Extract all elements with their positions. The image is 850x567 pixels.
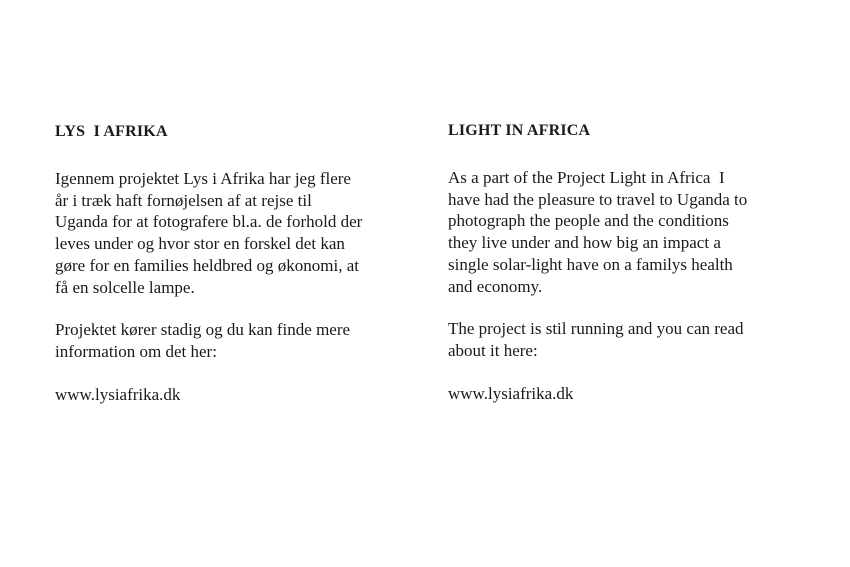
text-line: gøre for en families heldbred og økonomi, at [55, 255, 360, 275]
text-line: leves under og hvor stor en forskel det kan [55, 234, 345, 254]
text-line: single solar-light have on a familys health [448, 254, 733, 274]
text-line: about it here: [448, 340, 538, 360]
english-website-link[interactable]: www.lysiafrika.dk [448, 383, 574, 403]
text-line: The project is stil running and you can read [448, 319, 744, 339]
text-line: information om det her: [55, 341, 217, 361]
danish-paragraph-intro [55, 168, 395, 298]
text-line: they live under and how big an impact a [448, 233, 721, 253]
text-line: år i træk haft fornøjelsen af at rejse til [55, 190, 312, 210]
danish-heading: LYS I AFRIKA [55, 123, 168, 140]
english-paragraph-status [448, 318, 788, 361]
text-line: Uganda for at fotografere bl.a. de forhold der [55, 212, 363, 232]
english-heading: LIGHT IN AFRICA [448, 122, 591, 139]
danish-column [55, 120, 395, 406]
text-line: Igennem projektet Lys i Afrika har jeg flere [55, 169, 351, 188]
text-line: and economy. [448, 276, 543, 296]
text-line: få en solcelle lampe. [55, 277, 195, 297]
text-line: photograph the people and the conditions [448, 211, 729, 231]
danish-website-link[interactable]: www.lysiafrika.dk [55, 384, 181, 404]
text-line: Projektet kører stadig og du kan finde mere [55, 320, 351, 340]
english-column [448, 119, 788, 405]
text-line: As a part of the Project Light in Africa I [448, 168, 725, 187]
english-paragraph-intro [448, 167, 788, 297]
text-line: have had the pleasure to travel to Uganda to [448, 189, 748, 209]
danish-paragraph-status [55, 319, 395, 362]
